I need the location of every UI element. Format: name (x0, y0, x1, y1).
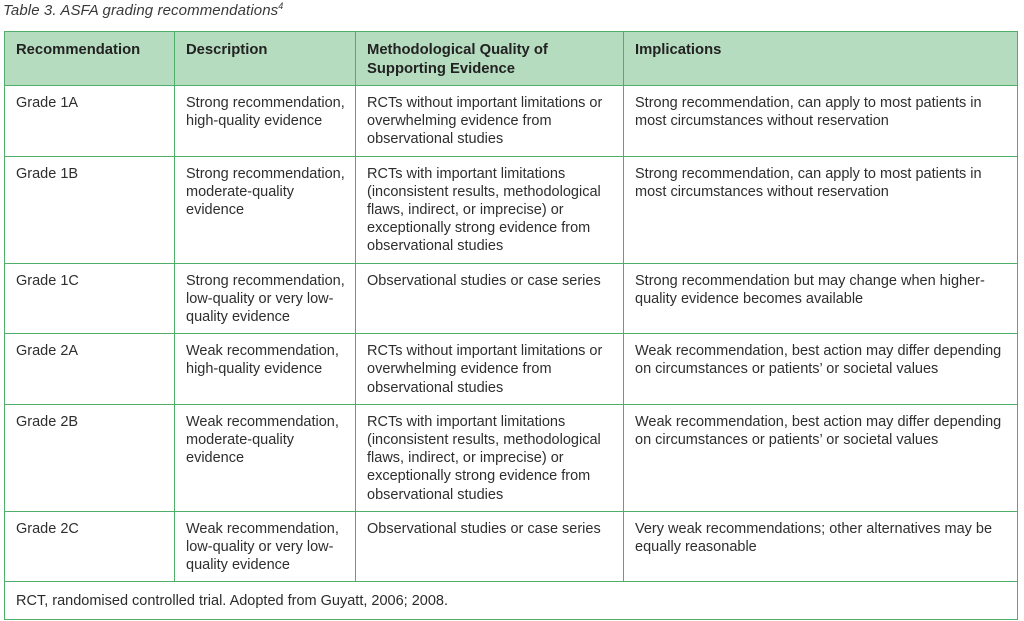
cell-description: Weak recommendation, high-quality evidence (175, 334, 356, 405)
cell-description: Weak recommendation, low-quality or very low-quality evidence (175, 511, 356, 582)
cell-description: Strong recommendation, moderate-quality evidence (175, 156, 356, 263)
cell-implications: Weak recommendation, best action may differ depending on circumstances or patients’ or societal values (624, 404, 1018, 511)
cell-recommendation: Grade 2A (5, 334, 175, 405)
cell-quality: RCTs with important limitations (inconsistent results, methodological flaws, indirect, or imprecise) or exceptionally strong evidence from observational studies (356, 156, 624, 263)
cell-description: Weak recommendation, moderate-quality evidence (175, 404, 356, 511)
cell-implications: Strong recommendation, can apply to most patients in most circumstances without reservation (624, 86, 1018, 157)
header-recommendation: Recommendation (5, 32, 175, 86)
cell-quality: RCTs without important limitations or overwhelming evidence from observational studies (356, 86, 624, 157)
cell-implications: Strong recommendation but may change when higher-quality evidence becomes available (624, 263, 1018, 334)
cell-quality: RCTs without important limitations or overwhelming evidence from observational studies (356, 334, 624, 405)
asfa-grading-table (4, 31, 1018, 620)
table-row (5, 334, 1018, 405)
cell-implications: Very weak recommendations; other alternatives may be equally reasonable (624, 511, 1018, 582)
table-row (5, 86, 1018, 157)
table-header-row (5, 32, 1018, 86)
cell-recommendation: Grade 2C (5, 511, 175, 582)
table-row (5, 511, 1018, 582)
cell-recommendation: Grade 1A (5, 86, 175, 157)
table-footnote: RCT, randomised controlled trial. Adopted from Guyatt, 2006; 2008. (5, 582, 1018, 619)
header-methodological-quality: Methodological Quality of Supporting Evidence (356, 32, 624, 86)
table-caption (3, 2, 283, 19)
cell-implications: Strong recommendation, can apply to most patients in most circumstances without reservation (624, 156, 1018, 263)
cell-quality: Observational studies or case series (356, 511, 624, 582)
table-row (5, 263, 1018, 334)
cell-quality: Observational studies or case series (356, 263, 624, 334)
caption-text: Table 3. ASFA grading recommendations (3, 2, 279, 19)
header-description: Description (175, 32, 356, 86)
table-row (5, 156, 1018, 263)
cell-implications: Weak recommendation, best action may differ depending on circumstances or patients’ or societal values (624, 334, 1018, 405)
cell-recommendation: Grade 1C (5, 263, 175, 334)
cell-description: Strong recommendation, high-quality evidence (175, 86, 356, 157)
cell-recommendation: Grade 1B (5, 156, 175, 263)
header-implications: Implications (624, 32, 1018, 86)
cell-recommendation: Grade 2B (5, 404, 175, 511)
table-row (5, 404, 1018, 511)
table-footnote-row (5, 582, 1018, 619)
cell-quality: RCTs with important limitations (inconsistent results, methodological flaws, indirect, or imprecise) or exceptionally strong evidence from observational studies (356, 404, 624, 511)
caption-reference: 4 (278, 1, 284, 11)
cell-description: Strong recommendation, low-quality or very low-quality evidence (175, 263, 356, 334)
